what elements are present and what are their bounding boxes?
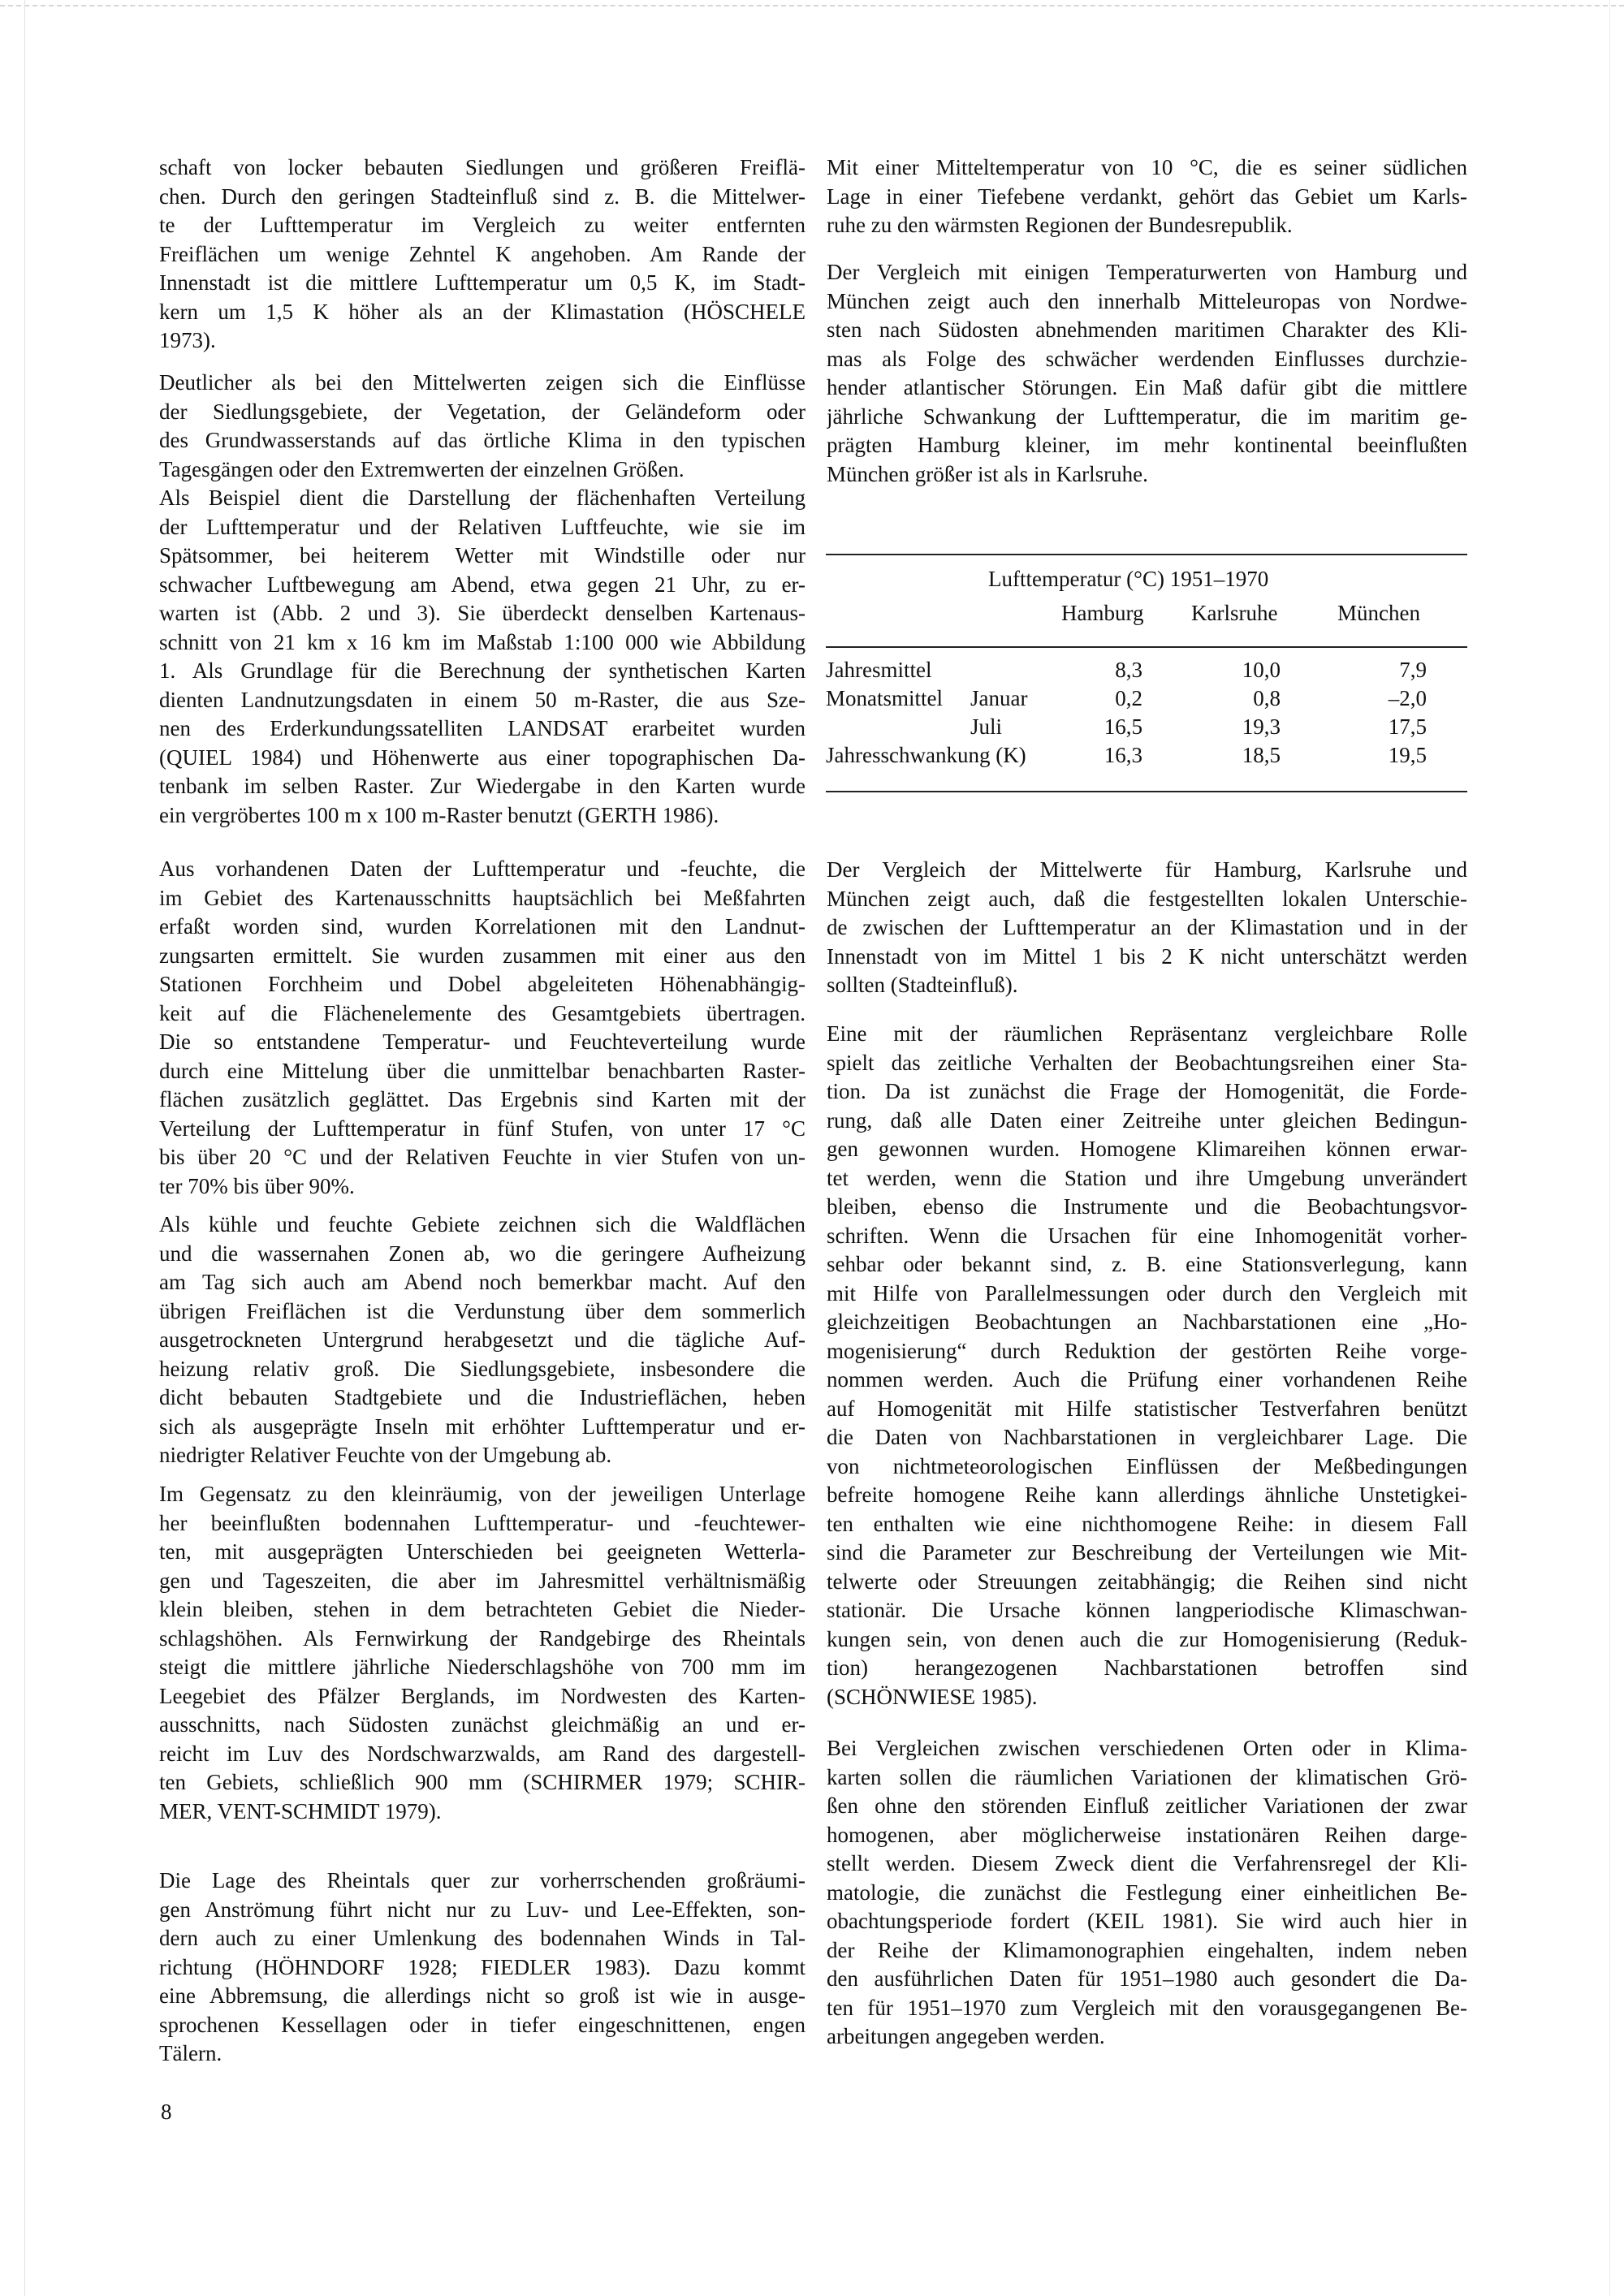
- text-line: tet werden, wenn die Station und ihre Umgebung unverändert: [827, 1165, 1467, 1190]
- text-line: her beeinflußten bodennahen Lufttemperatur- und -feuchtewer-: [159, 1510, 806, 1535]
- text-line: der Reihe der Klimamonographien eingehalten, indem neben: [827, 1937, 1467, 1962]
- cell-karlsruhe: 10,0: [1242, 658, 1281, 682]
- text-line: nommen werden. Auch die Prüfung einer vorhandenen Reihe: [827, 1367, 1467, 1392]
- scan-edge-right: [1609, 0, 1610, 2296]
- text-line: sehbar oder bekannt sind, z. B. eine Stationsverlegung, kann: [827, 1252, 1467, 1276]
- cell-hamburg: 0,2: [1115, 686, 1142, 710]
- text-line: telwerte oder Streuungen zeitabhängig; die Reihen sind nicht: [827, 1569, 1467, 1594]
- text-line: jährliche Schwankung der Lufttemperatur, die im maritim ge-: [827, 404, 1467, 429]
- text-line: Tälern.: [159, 2041, 222, 2065]
- text-line: gen und Tageszeiten, die aber im Jahresmittel verhältnismäßig: [159, 1568, 806, 1593]
- text-line: am Tag sich auch am Abend noch bemerkbar macht. Auf den: [159, 1270, 806, 1294]
- text-line: richtung (HÖHNDORF 1928; FIEDLER 1983). Dazu kommt: [159, 1954, 806, 1979]
- text-line: te der Lufttemperatur im Vergleich zu weiter entfernten: [159, 213, 806, 237]
- text-line: tion) herangezogenen Nachbarstationen betroffen sind: [827, 1655, 1467, 1680]
- text-line: schaft von locker bebauten Siedlungen und größeren Freiflä-: [159, 155, 806, 179]
- text-line: (QUIEL 1984) und Höhenwerte aus einer topographischen Da-: [159, 744, 806, 770]
- text-line: ter 70% bis über 90%.: [159, 1173, 355, 1198]
- text-line: schwacher Luftbewegung am Abend, etwa gegen 21 Uhr, zu er-: [159, 572, 806, 597]
- cell-muenchen: 7,9: [1399, 658, 1427, 682]
- text-line: Die so entstandene Temperatur- und Feuchteverteilung wurde: [159, 1029, 806, 1054]
- text-line: sprochenen Kessellagen oder in tiefer eingeschnittenen, engen: [159, 2012, 806, 2037]
- column-header-hamburg: Hamburg: [1061, 601, 1144, 625]
- text-line: ruhe zu den wärmsten Regionen der Bundesrepublik.: [827, 213, 1293, 237]
- table-rule-bottom: [826, 791, 1467, 792]
- text-line: stellt werden. Diesem Zweck dient die Verfahrensregel der Kli-: [827, 1851, 1467, 1875]
- text-line: Lage in einer Tiefebene verdankt, gehört das Gebiet um Karls-: [827, 183, 1467, 209]
- text-line: mit Hilfe von Parallelmessungen oder durch den Vergleich mit: [827, 1280, 1467, 1306]
- table-row: [826, 741, 1467, 770]
- text-line: sollten (Stadteinfluß).: [827, 973, 1018, 997]
- row-sublabel: Januar: [970, 686, 1028, 710]
- text-line: dienten Landnutzungsdaten in einem 50 m-Raster, die aus Sze-: [159, 687, 806, 712]
- paragraph: [159, 855, 806, 1201]
- row-label: Jahresschwankung (K): [826, 743, 1026, 767]
- text-line: schriften. Wenn die Ursachen für eine Inhomogenität vorher-: [827, 1223, 1467, 1248]
- text-line: mas als Folge des schwächer werdenden Einflusses durchzie-: [827, 346, 1467, 371]
- cell-hamburg: 8,3: [1115, 658, 1142, 682]
- table-rule-header: [826, 646, 1467, 648]
- text-line: mogenisierung“ durch Reduktion der gestörten Reihe vorge-: [827, 1338, 1467, 1363]
- text-line: nen des Erderkundungssatelliten LANDSAT erarbeitet wurden: [159, 716, 806, 740]
- text-line: München größer ist als in Karlsruhe.: [827, 461, 1148, 486]
- text-line: reicht im Luv des Nordschwarzwalds, am Rand des dargestell-: [159, 1741, 806, 1766]
- paragraph: [827, 1734, 1467, 2052]
- text-line: der Siedlungsgebiete, der Vegetation, der Geländeform oder: [159, 399, 806, 424]
- text-line: übrigen Freiflächen ist die Verdunstung über dem sommerlich: [159, 1298, 806, 1323]
- text-line: klein bleiben, stehen in dem betrachteten Gebiet die Nieder-: [159, 1597, 806, 1621]
- text-line: erfaßt worden sind, wurden Korrelationen mit den Landnut-: [159, 914, 806, 939]
- text-line: Spätsommer, bei heiterem Wetter mit Windstille oder nur: [159, 543, 806, 568]
- cell-muenchen: 17,5: [1388, 714, 1427, 739]
- table-rule-top: [826, 554, 1467, 555]
- text-line: sich als ausgeprägte Inseln mit erhöhter Lufttemperatur und er-: [159, 1413, 806, 1439]
- text-line: Der Vergleich mit einigen Temperaturwerten von Hamburg und: [827, 260, 1467, 284]
- text-line: schlagshöhen. Als Fernwirkung der Randgebirge des Rheintals: [159, 1625, 806, 1651]
- text-line: Leegebiet des Pfälzer Berglands, im Nordwesten des Karten-: [159, 1683, 806, 1708]
- paragraph: [159, 1480, 806, 1826]
- text-line: ten enthalten wie eine nichthomogene Reihe: in diesem Fall: [827, 1511, 1467, 1536]
- text-line: Freiflächen um wenige Zehntel K angehoben. Am Rande der: [159, 241, 806, 266]
- text-line: 1. Als Grundlage für die Berechnung der synthetischen Karten: [159, 658, 806, 683]
- row-sublabel: Juli: [970, 714, 1003, 739]
- text-line: heizung relativ groß. Die Siedlungsgebiete, insbesondere die: [159, 1356, 806, 1381]
- text-line: ausgetrockneten Untergrund herabgesetzt und die tägliche Auf-: [159, 1327, 806, 1352]
- text-line: durch eine Mittelung über die unmittelbar benachbarten Raster-: [159, 1058, 806, 1083]
- text-line: Tagesgängen oder den Extremwerten der einzelnen Größen.: [159, 456, 685, 481]
- text-line: dicht bebauten Stadtgebiete und die Industrieflächen, heben: [159, 1385, 806, 1409]
- text-line: rung, daß alle Daten einer Zeitreihe unter gleichen Bedingun-: [827, 1107, 1467, 1133]
- text-line: stationär. Die Ursache können langperiodische Klimaschwan-: [827, 1598, 1467, 1622]
- text-line: auf Homogenität mit Hilfe statistischer Testverfahren benützt: [827, 1396, 1467, 1421]
- text-line: Aus vorhandenen Daten der Lufttemperatur und -feuchte, die: [159, 857, 806, 881]
- text-line: Deutlicher als bei den Mittelwerten zeigen sich die Einflüsse: [159, 370, 806, 395]
- text-line: gen gewonnen wurden. Homogene Klimareihen können erwar-: [827, 1137, 1467, 1161]
- text-line: ßen ohne den störenden Einfluß zeitlicher Variationen der zwar: [827, 1793, 1467, 1818]
- text-line: Als Beispiel dient die Darstellung der flächenhaften Verteilung: [159, 486, 806, 510]
- text-line: tion. Da ist zunächst die Frage der Homogenität, die Forde-: [827, 1079, 1467, 1103]
- text-line: ten Gebiets, schließlich 900 mm (SCHIRMER 1979; SCHIR-: [159, 1770, 806, 1794]
- text-line: bleiben, ebenso die Instrumente und die Beobachtungsvor-: [827, 1194, 1467, 1219]
- text-line: gen Anströmung führt nicht nur zu Luv- und Lee-Effekten, son-: [159, 1897, 806, 1922]
- text-line: prägten Hamburg kleiner, im mehr kontinental beeinflußten: [827, 433, 1467, 457]
- text-line: Als kühle und feuchte Gebiete zeichnen sich die Waldflächen: [159, 1212, 806, 1236]
- text-line: befreite homogene Reihe kann allerdings ähnliche Unstetigkei-: [827, 1482, 1467, 1507]
- text-line: sind die Parameter zur Beschreibung der Verteilungen wie Mit-: [827, 1540, 1467, 1564]
- text-line: karten sollen die räumlichen Variationen der klimatischen Grö-: [827, 1764, 1467, 1789]
- text-line: ten, mit ausgeprägten Unterschieden bei geeigneten Wetterla-: [159, 1539, 806, 1564]
- text-line: zungsarten ermittelt. Sie wurden zusammen mit einer aus den: [159, 943, 806, 968]
- text-line: Die Lage des Rheintals quer zur vorherrschenden großräumi-: [159, 1868, 806, 1892]
- paragraph: [159, 153, 806, 356]
- paragraph: [827, 856, 1467, 1000]
- text-line: hender atlantischer Störungen. Ein Maß dafür gibt die mittlere: [827, 375, 1467, 399]
- cell-karlsruhe: 0,8: [1253, 686, 1281, 710]
- text-line: spielt das zeitliche Verhalten der Beobachtungsreihen einer Sta-: [827, 1050, 1467, 1075]
- text-line: (SCHÖNWIESE 1985).: [827, 1684, 1038, 1709]
- text-line: tenbank im selben Raster. Zur Wiedergabe in den Karten wurde: [159, 774, 806, 798]
- text-line: steigt die mittlere jährliche Niederschlagshöhe von 700 mm im: [159, 1655, 806, 1679]
- page-number: 8: [161, 2100, 172, 2124]
- cell-hamburg: 16,3: [1104, 743, 1142, 767]
- table-row: [826, 713, 1467, 741]
- text-line: Eine mit der räumlichen Repräsentanz vergleichbare Rolle: [827, 1021, 1467, 1046]
- text-line: ten für 1951–1970 zum Vergleich mit den vorausgegangenen Be-: [827, 1995, 1467, 2020]
- text-line: Innenstadt von im Mittel 1 bis 2 K nicht unterschätzt werden: [827, 943, 1467, 969]
- text-line: warten ist (Abb. 2 und 3). Sie überdeckt denselben Kartenaus-: [159, 601, 806, 625]
- text-line: obachtungsperiode fordert (KEIL 1981). Sie wird auch hier in: [827, 1909, 1467, 1933]
- row-label: Monatsmittel: [826, 686, 943, 710]
- text-line: chen. Durch den geringen Stadteinfluß sind z. B. die Mittelwer-: [159, 183, 806, 209]
- paragraph: [159, 1867, 806, 2069]
- column-header-muenchen: München: [1337, 601, 1420, 625]
- text-line: ein vergröbertes 100 m x 100 m-Raster benutzt (GERTH 1986).: [159, 802, 719, 827]
- text-line: der Lufttemperatur und der Relativen Luftfeuchte, wie sie im: [159, 514, 806, 539]
- text-line: arbeitungen angegeben werden.: [827, 2024, 1105, 2048]
- cell-muenchen: 19,5: [1388, 743, 1427, 767]
- text-line: sten nach Südosten abnehmenden maritimen Charakter des Kli-: [827, 317, 1467, 342]
- text-line: 1973).: [159, 328, 216, 352]
- cell-hamburg: 16,5: [1104, 714, 1142, 739]
- text-line: die Daten von Nachbarstationen in vergleichbarer Lage. Die: [827, 1425, 1467, 1449]
- text-line: Im Gegensatz zu den kleinräumig, von der jeweiligen Unterlage: [159, 1482, 806, 1506]
- paragraph: [159, 484, 806, 830]
- paragraph: [827, 258, 1467, 489]
- text-line: Verteilung der Lufttemperatur in fünf Stufen, von unter 17 °C: [159, 1116, 806, 1141]
- text-line: matologie, die zunächst die Festlegung einer einheitlichen Be-: [827, 1880, 1467, 1905]
- table-title: Lufttemperatur (°C) 1951–1970: [988, 567, 1269, 591]
- text-line: und die wassernahen Zonen ab, wo die geringere Aufheizung: [159, 1241, 806, 1266]
- text-line: dern auch zu einer Umlenkung des bodennahen Winds in Tal-: [159, 1926, 806, 1950]
- text-line: Der Vergleich der Mittelwerte für Hamburg, Karlsruhe und: [827, 857, 1467, 882]
- text-line: des Grundwasserstands auf das örtliche Klima in den typischen: [159, 428, 806, 452]
- paragraph: [159, 1211, 806, 1470]
- text-line: keit auf die Flächenelemente des Gesamtgebiets übertragen.: [159, 1000, 806, 1025]
- scan-edge-top: [0, 5, 1624, 6]
- text-line: bis über 20 °C und der Relativen Feuchte in vier Stufen von un-: [159, 1145, 806, 1169]
- text-line: eine Abbremsung, die allerdings nicht so groß ist wie in ausge-: [159, 1983, 806, 2008]
- text-line: von nichtmeteorologischen Einflüssen der Meßbedingungen: [827, 1453, 1467, 1478]
- scan-edge-left: [24, 0, 25, 2296]
- paragraph: [159, 369, 806, 484]
- text-line: kern um 1,5 K höher als an der Klimastation (HÖSCHELE: [159, 299, 806, 324]
- text-line: im Gebiet des Kartenausschnitts hauptsächlich bei Meßfahrten: [159, 885, 806, 910]
- paragraph: [827, 1020, 1467, 1711]
- text-line: flächen zusätzlich geglättet. Das Ergebnis sind Karten mit der: [159, 1087, 806, 1111]
- text-line: gleichzeitigen Beobachtungen an Nachbarstationen eine „Ho-: [827, 1310, 1467, 1334]
- text-line: den ausführlichen Daten für 1951–1980 auch gesondert die Da-: [827, 1966, 1467, 1991]
- text-line: München zeigt auch, daß die festgestellten lokalen Unterschie-: [827, 886, 1467, 911]
- cell-karlsruhe: 19,3: [1242, 714, 1281, 739]
- text-line: Mit einer Mitteltemperatur von 10 °C, die es seiner südlichen: [827, 155, 1467, 179]
- text-line: de zwischen der Lufttemperatur an der Klimastation und in der: [827, 915, 1467, 939]
- column-header-karlsruhe: Karlsruhe: [1191, 601, 1278, 625]
- cell-karlsruhe: 18,5: [1242, 743, 1281, 767]
- table-row: [826, 684, 1467, 713]
- text-line: kungen sein, von denen auch die zur Homogenisierung (Reduk-: [827, 1626, 1467, 1651]
- text-line: schnitt von 21 km x 16 km im Maßstab 1:100 000 wie Abbildung: [159, 629, 806, 654]
- text-line: ausschnitts, nach Südosten zunächst gleichmäßig an und er-: [159, 1712, 806, 1737]
- text-line: Stationen Forchheim und Dobel abgeleiteten Höhenabhängig-: [159, 972, 806, 996]
- row-label: Jahresmittel: [826, 658, 932, 682]
- text-line: Innenstadt ist die mittlere Lufttemperatur um 0,5 K, im Stadt-: [159, 270, 806, 295]
- text-line: homogenen, aber möglicherweise instationären Reihen darge-: [827, 1822, 1467, 1847]
- paragraph: [827, 153, 1467, 240]
- text-line: niedrigter Relativer Feuchte von der Umgebung ab.: [159, 1443, 612, 1467]
- temperature-table: [826, 554, 1467, 794]
- text-line: MER, VENT-SCHMIDT 1979).: [159, 1798, 442, 1823]
- cell-muenchen: –2,0: [1388, 686, 1427, 710]
- text-line: München zeigt auch den innerhalb Mitteleuropas von Nordwe-: [827, 288, 1467, 313]
- text-line: Bei Vergleichen zwischen verschiedenen Orten oder in Klima-: [827, 1736, 1467, 1760]
- table-row: [826, 656, 1467, 684]
